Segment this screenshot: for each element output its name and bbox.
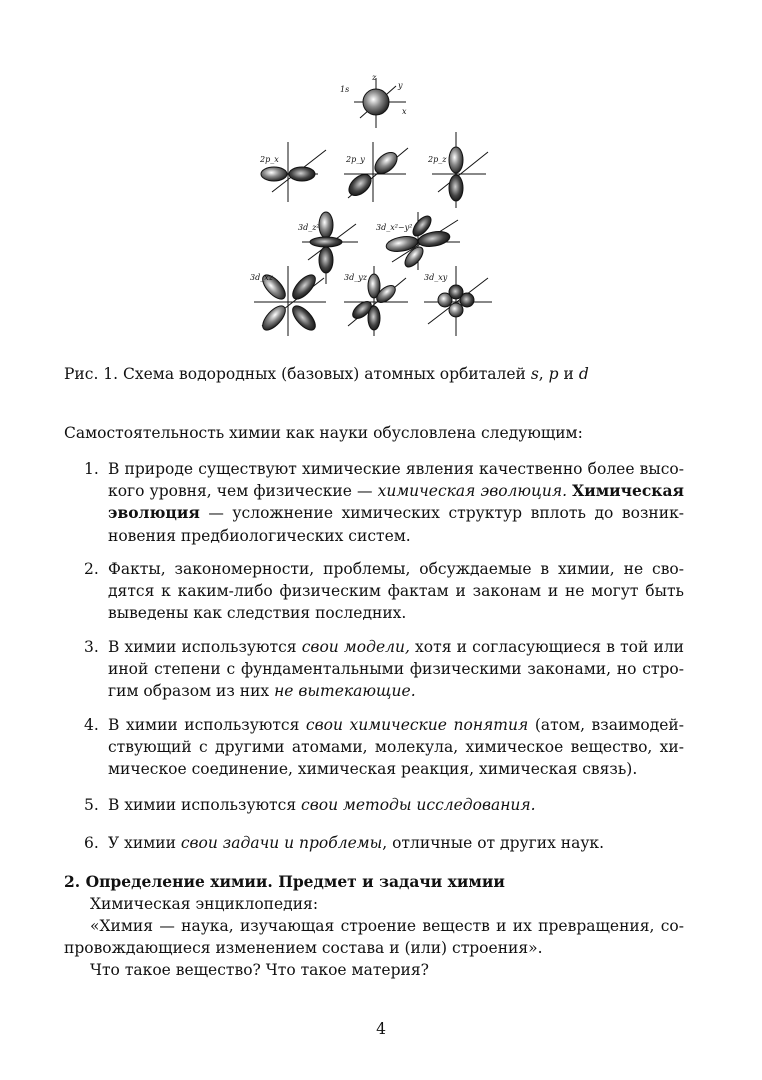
caption-sep: , <box>538 365 544 383</box>
section-heading: 2. Определение химии. Предмет и задачи химии <box>64 872 505 891</box>
text-span: , отличные от других наук. <box>382 834 605 852</box>
axis-label-y: y <box>398 81 403 90</box>
list-item-text <box>108 714 684 781</box>
text-italic: свои методы исследования. <box>301 796 536 814</box>
caption-prefix: Рис. 1. Схема водородных (базовых) атомных орбиталей <box>64 365 526 383</box>
quote-line-1: «Химия — наука, изучающая строение веществ и их превращения, со- <box>90 917 684 935</box>
list-item-text <box>108 558 684 625</box>
source-line: Химическая энциклопедия: <box>90 895 319 913</box>
quote-line-2: провождающиеся изменением состава и (или) строения». <box>64 939 543 957</box>
page-number: 4 <box>376 1020 386 1038</box>
figure-caption <box>64 364 704 384</box>
text-line: иной степени с фундаментальными физическими законами, но стро- <box>108 660 684 679</box>
orbital-2pz <box>432 132 488 208</box>
list-number: 1. <box>84 460 99 478</box>
orbital-label-3dxz: 3d_xz <box>250 273 273 282</box>
orbital-label-3dx2y2: 3d_x²−y² <box>376 223 413 232</box>
text-bold: Химическая <box>572 481 684 501</box>
text-bold: эволюция <box>108 503 200 523</box>
orbitals-diagram <box>248 74 498 342</box>
text-line <box>108 832 684 854</box>
text-span: У химии <box>108 834 181 852</box>
axis-label-x: x <box>402 107 407 116</box>
text-italic: свои химические понятия <box>305 716 529 734</box>
list-number: 3. <box>84 638 99 656</box>
text-line <box>108 480 684 502</box>
text-line: выведены как следствия последних. <box>108 604 407 623</box>
orbital-label-2py: 2p_y <box>346 155 365 164</box>
orbital-label-2px: 2p_x <box>260 155 279 164</box>
text-line: ствующий с другими атомами, молекула, химическое вещество, хи- <box>108 738 684 757</box>
caption-and: и <box>563 365 574 383</box>
text-line: Факты, закономерности, проблемы, обсуждаемые в химии, не сво- <box>108 560 684 578</box>
text-line <box>108 502 684 524</box>
orbital-2py <box>344 142 408 202</box>
orbitals-figure <box>248 74 498 342</box>
text-span: В химии используются <box>108 796 302 814</box>
text-line <box>108 636 684 658</box>
intro-sentence: Самостоятельность химии как науки обусловлена следующим: <box>64 424 583 442</box>
list-number: 2. <box>84 560 99 578</box>
text-span: кого уровня, чем физические — <box>108 482 378 501</box>
list-item-text <box>108 832 684 854</box>
text-span: гим образом из них <box>108 682 275 701</box>
text-line: новения предбиологических систем. <box>108 526 411 545</box>
list-number: 4. <box>84 716 99 734</box>
orbital-3dx2y2 <box>385 212 460 270</box>
caption-var-d: d <box>578 365 589 383</box>
text-span: (атом, взаимодей- <box>528 716 684 734</box>
caption-var-p: p <box>548 365 559 383</box>
text-line <box>108 714 684 736</box>
text-span: хотя и согласующиеся в той или <box>409 638 684 656</box>
text-italic: химическая эволюция. <box>377 482 568 501</box>
text-span: В химии используются <box>108 638 302 656</box>
orbital-label-3dyz: 3d_yz <box>344 273 367 282</box>
orbital-label-3dz2: 3d_z² <box>298 223 320 232</box>
text-span: — усложнение химических структур вплоть до возник- <box>199 504 684 523</box>
text-line <box>108 680 684 702</box>
definition-block <box>64 893 684 981</box>
list-number: 6. <box>84 834 99 852</box>
orbital-label-3dxy: 3d_xy <box>424 273 448 282</box>
text-line: дятся к каким-либо физическим фактам и законам и не могут быть <box>108 582 684 601</box>
text-line: мическое соединение, химическая реакция, химическая связь). <box>108 760 638 779</box>
text-line <box>108 794 684 816</box>
text-italic: не вытекающие. <box>274 682 416 701</box>
list-number: 5. <box>84 796 99 814</box>
axis-label-z: z <box>372 74 377 82</box>
text-italic: свои модели, <box>301 638 410 656</box>
list-item-text <box>108 794 684 816</box>
orbital-2px <box>261 142 326 202</box>
text-italic: свои задачи и проблемы <box>180 834 383 852</box>
orbital-label-2pz: 2p_z <box>428 155 447 164</box>
list-item-text <box>108 636 684 703</box>
list-item-text <box>108 458 684 547</box>
caption-var-s: s <box>530 365 539 383</box>
question-line: Что такое вещество? Что такое материя? <box>90 961 429 979</box>
orbital-label-1s: 1s <box>340 85 350 94</box>
text-span: В химии используются <box>108 716 306 734</box>
text-line: В природе существуют химические явления качественно более высо- <box>108 460 684 478</box>
